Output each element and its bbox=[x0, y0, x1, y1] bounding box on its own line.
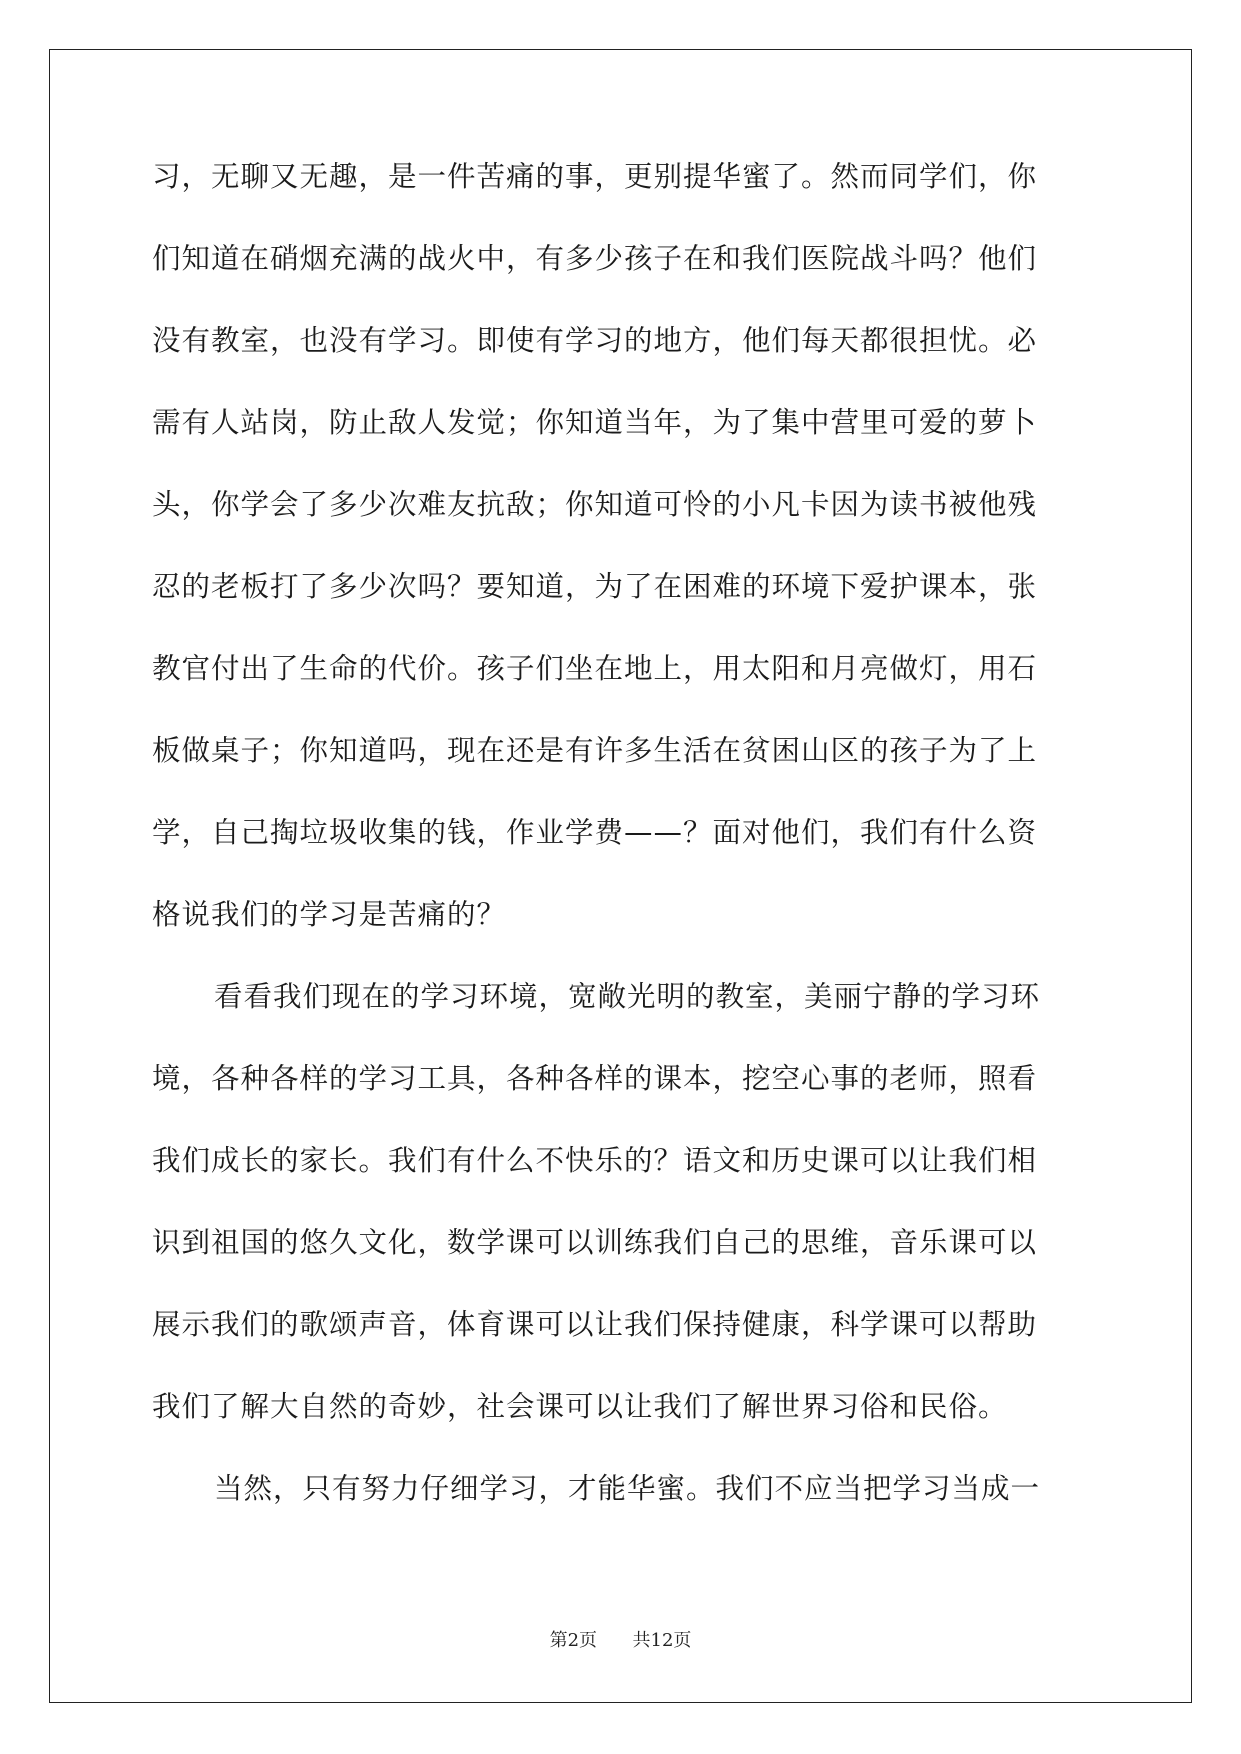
text-line: 忍的老板打了多少次吗？要知道，为了在困难的环境下爱护课本，张 bbox=[152, 570, 1038, 603]
text-line: 识到祖国的悠久文化，数学课可以训练我们自己的思维，音乐课可以 bbox=[152, 1226, 1038, 1259]
text-line: 学，自己掏垃圾收集的钱，作业学费——？面对他们，我们有什么资 bbox=[152, 816, 1038, 849]
text-line: 境，各种各样的学习工具，各种各样的课本，挖空心事的老师，照看 bbox=[152, 1062, 1038, 1095]
text-line: 头，你学会了多少次难友抗敌；你知道可怜的小凡卡因为读书被他残 bbox=[152, 488, 1038, 521]
text-line: 们知道在硝烟充满的战火中，有多少孩子在和我们医院战斗吗？他们 bbox=[152, 242, 1038, 275]
text-line: 习，无聊又无趣，是一件苦痛的事，更别提华蜜了。然而同学们，你 bbox=[152, 160, 1038, 193]
page-footer bbox=[0, 1626, 1241, 1652]
body-text bbox=[152, 160, 1092, 1554]
text-line: 展示我们的歌颂声音，体育课可以让我们保持健康，科学课可以帮助 bbox=[152, 1308, 1038, 1341]
text-line: 需有人站岗，防止敌人发觉；你知道当年，为了集中营里可爱的萝卜 bbox=[152, 406, 1038, 439]
text-line: 教官付出了生命的代价。孩子们坐在地上，用太阳和月亮做灯，用石 bbox=[152, 652, 1038, 685]
page-total: 共12页 bbox=[632, 1630, 692, 1651]
text-line: 格说我们的学习是苦痛的？ bbox=[152, 898, 507, 931]
page-number: 第2页 bbox=[549, 1630, 598, 1651]
text-line: 没有教室，也没有学习。即使有学习的地方，他们每天都很担忧。必 bbox=[152, 324, 1038, 357]
paragraph-start-line: 当然，只有努力仔细学习，才能华蜜。我们不应当把学习当成一 bbox=[214, 1472, 1041, 1505]
text-line: 我们成长的家长。我们有什么不快乐的？语文和历史课可以让我们相 bbox=[152, 1144, 1038, 1177]
text-line: 我们了解大自然的奇妙，社会课可以让我们了解世界习俗和民俗。 bbox=[152, 1390, 1008, 1423]
paragraph-start-line: 看看我们现在的学习环境，宽敞光明的教室，美丽宁静的学习环 bbox=[214, 980, 1041, 1013]
text-line: 板做桌子；你知道吗，现在还是有许多生活在贫困山区的孩子为了上 bbox=[152, 734, 1038, 767]
